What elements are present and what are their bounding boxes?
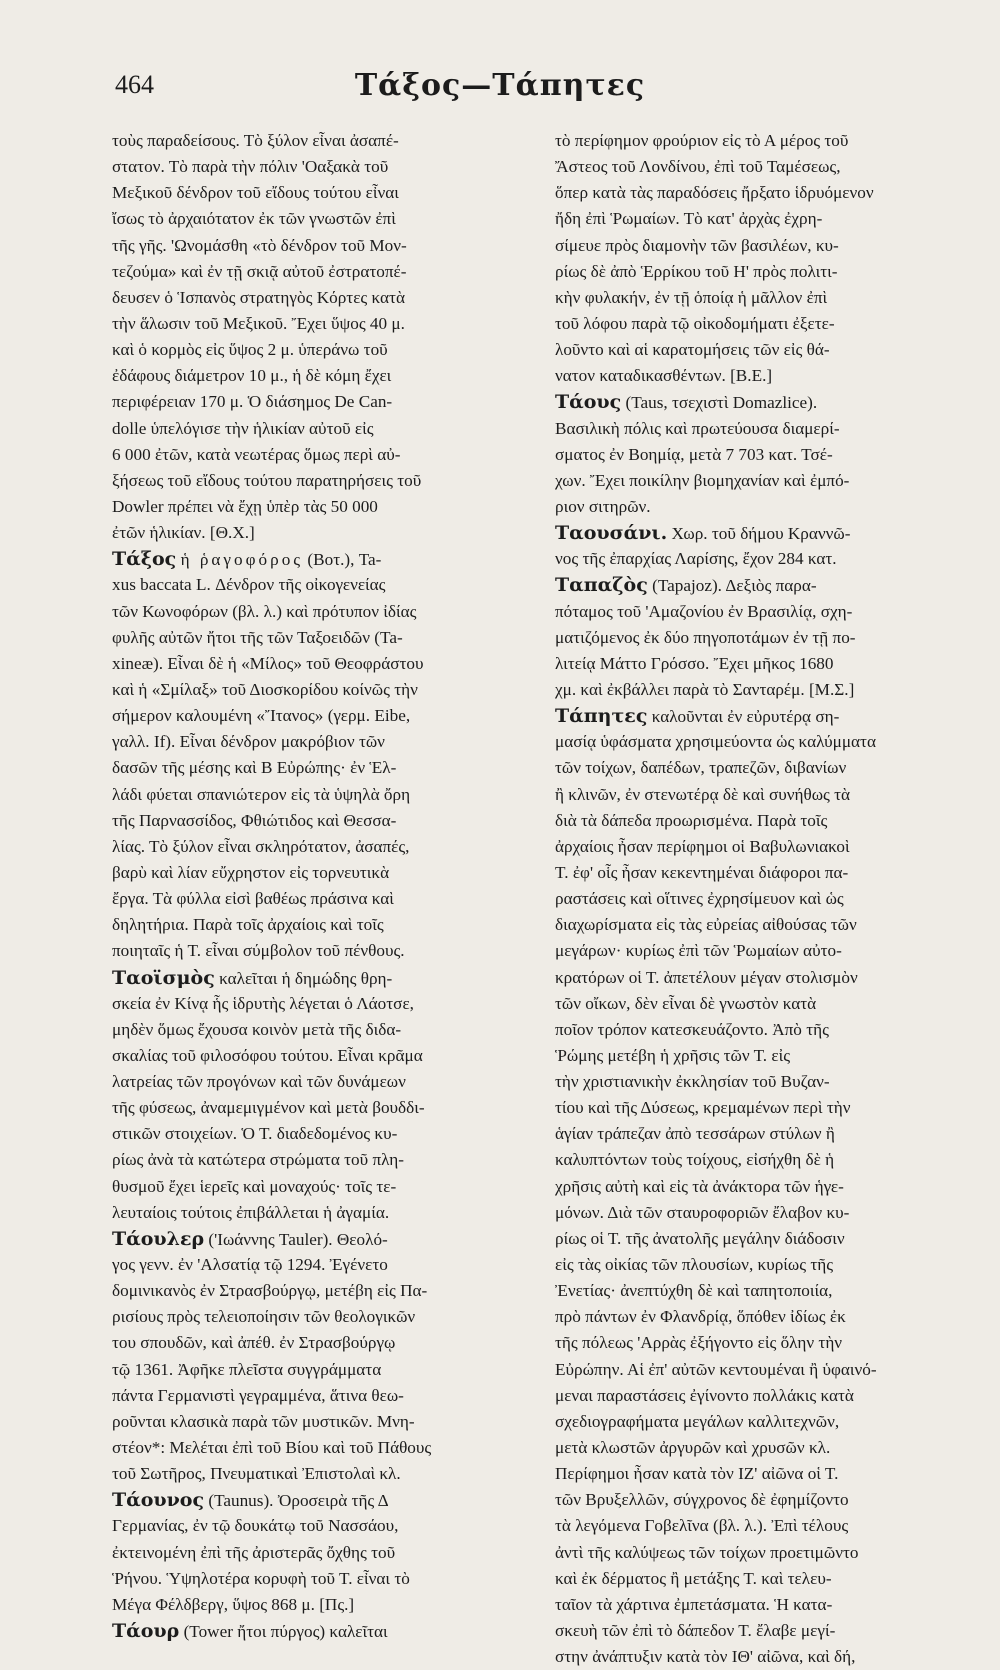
line-text: λευταίοις τούτοις ἐπιβάλλεται ἡ ἀγαμία. xyxy=(112,1202,390,1222)
entry-headword: Τάουρ xyxy=(112,1620,180,1643)
text-line xyxy=(555,1513,959,1539)
entry-headword: Τάξος xyxy=(112,548,177,571)
line-text: τῷ 1361. Ἀφῆκε πλεῖστα συγγράμματα xyxy=(112,1359,382,1379)
text-line xyxy=(112,1409,520,1435)
line-text: κὴν φυλακήν, ἐν τῇ ὁποίᾳ ἡ μᾶλλον ἐπὶ xyxy=(555,287,828,307)
line-text: ξήσεως τοῦ εἴδους τούτου παρατηρήσεις τοῦ xyxy=(112,470,422,490)
line-text: μεγάρων· κυρίως ἐπὶ τῶν Ῥωμαίων αὐτο- xyxy=(555,941,842,961)
text-line xyxy=(112,860,520,886)
text-line xyxy=(555,389,959,415)
line-text: xus baccata L. Δένδρον τῆς οἰκογενείας xyxy=(112,575,386,595)
text-line xyxy=(555,337,959,363)
text-line xyxy=(112,259,520,285)
line-text: τῆς γῆς. 'Ωνομάσθη «τὸ δένδρον τοῦ Μον- xyxy=(112,235,407,255)
text-line xyxy=(555,1330,959,1356)
text-line xyxy=(112,337,520,363)
line-text: Γερμανίας, ἐν τῷ δουκάτῳ τοῦ Νασσάου, xyxy=(112,1516,399,1536)
line-text: ποιηταῖς ἡ Τ. εἶναι σύμβολον τοῦ πένθους. xyxy=(112,941,405,961)
text-line xyxy=(555,1252,959,1278)
line-text: τῆς φύσεως, ἀναμεμιγμένον καὶ μετὰ βουδδι- xyxy=(112,1098,425,1118)
line-text: σκαλίας τοῦ φιλοσόφου τούτου. Εἶναι κρᾶμα xyxy=(112,1045,423,1065)
line-text: τοῦ Σωτῆρος, Πνευματικαὶ Ἐπιστολαὶ κλ. xyxy=(112,1464,401,1484)
line-text: στικῶν στοιχείων. Ὁ Τ. διαδεδομένος κυ- xyxy=(112,1124,398,1144)
line-text: σήμερον καλουμένη «Ἴτανος» (γερμ. Eibe, xyxy=(112,706,411,726)
line-text: Βασιλικὴ πόλις καὶ πρωτεύουσα διαμερί- xyxy=(555,418,840,438)
text-line xyxy=(555,782,959,808)
line-text: τῆς πόλεως 'Αρρὰς ἐξήγοντο εἰς ὅλην τὴν xyxy=(555,1333,843,1353)
text-line xyxy=(112,154,520,180)
line-text: γος γενν. ἐν 'Αλσατίᾳ τῷ 1294. Ἐγένετο xyxy=(112,1255,388,1275)
text-line xyxy=(112,965,520,991)
text-line xyxy=(555,259,959,285)
line-text: φυλῆς αὐτῶν ἤτοι τῆς τῶν Ταξοειδῶν (Ta- xyxy=(112,627,403,647)
text-line xyxy=(112,311,520,337)
line-text: ('Ιωάννης Tauler). Θεολό- xyxy=(208,1229,388,1249)
line-text: τὴν ἅλωσιν τοῦ Μεξικοῦ. Ἔχει ὕψος 40 μ. xyxy=(112,313,405,333)
line-text: Περίφημοι ἦσαν κατὰ τὸν ΙΖ' αἰῶνα οἱ Τ. xyxy=(555,1464,839,1484)
text-line xyxy=(112,1200,520,1226)
line-text: σκεία ἐν Κίνᾳ ἧς ἱδρυτὴς λέγεται ὁ Λάοτσε, xyxy=(112,993,414,1013)
text-line xyxy=(555,520,959,546)
page-header xyxy=(0,70,1000,110)
text-line xyxy=(555,468,959,494)
line-text: ἁγίαν τράπεζαν ἀπὸ τεσσάρων στύλων ἢ xyxy=(555,1124,835,1144)
line-text: τὴν χριστιανικὴν ἐκκλησίαν τοῦ Βυζαν- xyxy=(555,1072,830,1092)
line-text: ἐτῶν ἡλικίαν. [Θ.Χ.] xyxy=(112,523,255,543)
line-text: λοῦντο καὶ αἱ καρατομήσεις τῶν εἰς θά- xyxy=(555,340,830,360)
entry-headword: Ταοϊσμὸς xyxy=(112,966,215,989)
text-line xyxy=(555,1487,959,1513)
line-text: καλοῦνται ἐν εὐρυτέρᾳ ση- xyxy=(651,707,840,727)
text-line xyxy=(555,285,959,311)
text-line xyxy=(112,677,520,703)
text-line xyxy=(112,729,520,755)
line-text: χων. Ἔχει ποικίλην βιομηχανίαν καὶ ἐμπό- xyxy=(555,470,850,490)
text-line xyxy=(555,886,959,912)
line-text: ταῖον τὰ χάρτινα ἐμπετάσματα. Ἡ κατα- xyxy=(555,1594,833,1614)
text-line xyxy=(555,1304,959,1330)
text-line xyxy=(112,886,520,912)
line-text: dolle ὑπελόγισε τὴν ἡλικίαν αὐτοῦ εἰς xyxy=(112,418,374,438)
line-text: (Βοτ.), Ta- xyxy=(307,550,382,570)
text-line xyxy=(112,363,520,389)
text-line xyxy=(112,912,520,938)
text-line xyxy=(112,233,520,259)
text-line xyxy=(555,1069,959,1095)
text-line xyxy=(555,180,959,206)
line-text: λατρείας τῶν προγόνων καὶ τῶν δυνάμεων xyxy=(112,1072,406,1092)
line-text: ματιζόμενος ἐκ δύο πηγοποτάμων ἐν τῇ πο- xyxy=(555,627,856,647)
text-line xyxy=(555,991,959,1017)
line-text: Ῥώμης μετέβη ἡ χρῆσις τῶν Τ. εἰς xyxy=(555,1045,791,1065)
line-text: νος τῆς ἐπαρχίας Λαρίσης, ἔχον 284 κατ. xyxy=(555,549,837,569)
line-text: τῶν Κωνοφόρων (βλ. λ.) καὶ πρότυπον ἰδίας xyxy=(112,601,417,621)
line-text: τὰ λεγόμενα Γοβελῖνα (βλ. λ.). Ἐπὶ τέλους xyxy=(555,1516,849,1536)
text-line xyxy=(112,1147,520,1173)
line-text: καὶ ἡ «Σμίλαξ» τοῦ Διοσκορίδου κοίνῶς τὴν xyxy=(112,679,418,699)
text-line xyxy=(112,1540,520,1566)
line-text: δευσεν ὁ Ἱσπανὸς στρατηγὸς Κόρτες κατὰ xyxy=(112,287,405,307)
text-line xyxy=(112,546,520,572)
line-text: τοὺς παραδείσους. Τὸ ξύλον εἶναι ἀσαπέ- xyxy=(112,131,399,150)
line-text: γαλλ. If). Εἶναι δένδρον μακρόβιον τῶν xyxy=(112,732,385,752)
line-text: στέον*: Μελέται ἐπὶ τοῦ Βίου καὶ τοῦ Πάθους xyxy=(112,1438,432,1458)
text-line xyxy=(555,625,959,651)
line-text: τεζούμα» καὶ ἐν τῇ σκιᾷ αὐτοῦ ἐστρατοπέ- xyxy=(112,261,407,281)
text-line xyxy=(112,442,520,468)
right-column xyxy=(555,128,959,1670)
line-text: Μεξικοῦ δένδρον τοῦ εἴδους τούτου εἶναι xyxy=(112,183,399,203)
text-line xyxy=(555,1592,959,1618)
line-text: σκευὴ τῶν ἐπὶ τὸ δάπεδον Τ. ἔλαβε μεγί- xyxy=(555,1621,836,1641)
text-line xyxy=(555,311,959,337)
text-line xyxy=(555,729,959,755)
text-line xyxy=(555,1278,959,1304)
line-text: μόνων. Διὰ τῶν σταυροφοριῶν ἔλαβον κυ- xyxy=(555,1202,850,1222)
text-line xyxy=(555,1174,959,1200)
text-line xyxy=(555,1409,959,1435)
line-text: στην ἀνάπτυξιν κατὰ τὸν ΙΘ' αἰῶνα, καὶ δή, xyxy=(555,1647,856,1667)
text-line xyxy=(112,1278,520,1304)
text-line xyxy=(112,625,520,651)
text-line xyxy=(555,1226,959,1252)
text-line xyxy=(555,1435,959,1461)
line-text: ρίως ἀνὰ τὰ κατώτερα στρώματα τοῦ πλη- xyxy=(112,1150,405,1170)
text-line xyxy=(555,808,959,834)
line-text: τοῦ λόφου παρὰ τῷ οἰκοδομήματι ἐξετε- xyxy=(555,313,835,333)
text-line xyxy=(555,1383,959,1409)
text-line xyxy=(112,572,520,598)
line-text: καλυπτόντων τοὺς τοίχους, εἰσήχθη δὲ ἡ xyxy=(555,1150,835,1170)
text-line xyxy=(555,860,959,886)
line-text: (Tapajoz). Δεξιὸς παρα- xyxy=(652,576,817,596)
entry-headword: Τάπητες xyxy=(555,705,648,728)
line-text: Ῥήνου. Ὑψηλοτέρα κορυφὴ τοῦ Τ. εἶναι τὸ xyxy=(112,1568,410,1588)
line-text: του σπουδῶν, καὶ ἀπέθ. ἐν Στρασβούργῳ xyxy=(112,1333,396,1353)
text-line xyxy=(112,180,520,206)
text-line xyxy=(112,285,520,311)
text-line xyxy=(112,1252,520,1278)
line-text: δηλητήρια. Παρὰ τοῖς ἀρχαίοις καὶ τοῖς xyxy=(112,915,384,935)
entry-headword: Τάουλερ xyxy=(112,1227,205,1250)
line-text: ἀρχαίοις ἦσαν περίφημοι οἱ Βαβυλωνιακοὶ xyxy=(555,836,850,856)
line-text: λιτείᾳ Μάττο Γρόσσο. Ἔχει μῆκος 1680 xyxy=(555,653,834,673)
line-text: εἰς τὰς οἰκίας τῶν πλουσίων, κυρίως τῆς xyxy=(555,1255,834,1275)
text-line xyxy=(112,1121,520,1147)
line-text: ρίως δὲ ἀπὸ Ἑρρίκου τοῦ Η' πρὸς πολιτι- xyxy=(555,261,838,281)
text-line xyxy=(112,755,520,781)
text-line xyxy=(112,1357,520,1383)
text-line xyxy=(112,599,520,625)
text-line xyxy=(555,128,959,154)
text-line xyxy=(112,1461,520,1487)
line-text: βαρὺ καὶ λίαν εὔχρηστον εἰς τορνευτικὰ xyxy=(112,862,390,882)
line-text: λάδι φύεται σπανιώτερον εἰς τὰ ὑψηλὰ ὄρη xyxy=(112,784,411,804)
text-line xyxy=(112,651,520,677)
line-text: ἢ κλινῶν, ἐν στενωτέρᾳ δὲ καὶ συνήθως τὰ xyxy=(555,784,851,804)
text-line xyxy=(555,154,959,180)
text-line xyxy=(555,206,959,232)
left-column xyxy=(112,128,520,1644)
line-text: (Tower ἤτοι πύργος) καλεῖται xyxy=(183,1622,388,1642)
entry-headword: Τάους xyxy=(555,391,622,414)
text-line xyxy=(112,1513,520,1539)
text-line xyxy=(112,494,520,520)
entry-headword: Ταουσάνι. xyxy=(555,522,668,545)
text-line xyxy=(112,1043,520,1069)
page-number: 464 xyxy=(115,70,154,99)
line-text: (Taus, τσεχιστὶ Domazlice). xyxy=(625,393,818,413)
text-line xyxy=(112,1017,520,1043)
line-text: καὶ ὁ κορμὸς εἰς ὕψος 2 μ. ὑπεράνω τοῦ xyxy=(112,340,388,360)
text-line xyxy=(112,1174,520,1200)
text-line xyxy=(555,572,959,598)
text-line xyxy=(555,1540,959,1566)
line-text: σίμευε πρὸς διαμονὴν τῶν βασιλέων, κυ- xyxy=(555,235,839,255)
line-text: πάντα Γερμανιστὶ γεγραμμένα, ἅτινα θεω- xyxy=(112,1385,404,1405)
line-text: σματος ἐν Βοημίᾳ, μετὰ 7 703 κατ. Τσέ- xyxy=(555,444,833,464)
line-text: τῆς Παρνασσίδος, Φθιώτιδος καὶ Θεσσα- xyxy=(112,810,397,830)
text-line xyxy=(112,808,520,834)
line-text: καλεῖται ἡ δημώδης θρη- xyxy=(219,968,393,988)
line-text: ἐκτεινομένη ἐπὶ τῆς ἀριστερᾶς ὄχθης τοῦ xyxy=(112,1542,396,1562)
line-text: διαχωρίσματα εἰς τὰς εὐρείας αἰθούσας τῶν xyxy=(555,915,857,935)
text-line xyxy=(112,1592,520,1618)
text-line xyxy=(112,1095,520,1121)
entry-headword: Τάουνος xyxy=(112,1489,205,1512)
text-line xyxy=(112,206,520,232)
line-text: χμ. καὶ ἐκβάλλει παρὰ τὸ Σανταρέμ. [Μ.Σ.] xyxy=(555,679,855,699)
line-text: σχεδιογραφήματα μεγάλων καλλιτεχνῶν, xyxy=(555,1411,840,1431)
text-line xyxy=(555,755,959,781)
text-line xyxy=(112,1487,520,1513)
text-line xyxy=(555,1121,959,1147)
line-text: μετὰ κλωστῶν ἀργυρῶν καὶ χρυσῶν κλ. xyxy=(555,1438,831,1458)
text-line xyxy=(555,1043,959,1069)
text-line xyxy=(555,1566,959,1592)
text-line xyxy=(112,128,520,154)
text-line xyxy=(555,233,959,259)
text-line xyxy=(555,834,959,860)
line-text: διὰ τὰ δάπεδα προωρισμένα. Παρὰ τοῖς xyxy=(555,810,828,830)
line-text: ροῦνται κλασικὰ παρὰ τῶν μυστικῶν. Μνη- xyxy=(112,1411,415,1431)
line-text: περιφέρειαν 170 μ. Ὁ διάσημος De Can- xyxy=(112,392,393,412)
line-text: Ἐνετίας· ἀνεπτύχθη δὲ καὶ ταπητοποιία, xyxy=(555,1281,833,1301)
line-text: Τ. ἐφ' οἷς ἦσαν κεκεντημέναι διάφοροι πα- xyxy=(555,862,849,882)
text-line xyxy=(112,782,520,808)
text-line xyxy=(555,651,959,677)
text-line xyxy=(112,520,520,546)
text-line xyxy=(112,389,520,415)
line-text: ρίως οἱ Τ. τῆς ἀνατολῆς μεγάλην διάδοσιν xyxy=(555,1228,845,1248)
line-text: λίας. Τὸ ξύλον εἶναι σκληρότατον, ἀσαπές, xyxy=(112,836,410,856)
text-line xyxy=(555,599,959,625)
line-text: στατον. Τὸ παρὰ τὴν πόλιν 'Οαξακὰ τοῦ xyxy=(112,157,389,177)
text-line xyxy=(555,912,959,938)
text-line xyxy=(555,677,959,703)
text-line xyxy=(555,1461,959,1487)
line-text: (Taunus). Ὀροσειρὰ τῆς Δ xyxy=(208,1491,389,1511)
line-text: ἴσως τὸ ἀρχαιότατον ἐκ τῶν γνωστῶν ἐπὶ xyxy=(112,209,396,229)
line-text: ραστάσεις καὶ οἵτινες ἐχρησίμευον καὶ ὡς xyxy=(555,889,844,909)
text-line xyxy=(555,1644,959,1670)
text-line xyxy=(112,1304,520,1330)
line-text: ριον σιτηρῶν. xyxy=(555,496,651,516)
line-text: τίου καὶ τῆς Δύσεως, κρεμαμένων περὶ τὴν xyxy=(555,1098,851,1118)
text-line xyxy=(555,938,959,964)
text-line xyxy=(555,1200,959,1226)
text-line xyxy=(112,938,520,964)
entry-subtitle: ἡ ῥαγοφόρος xyxy=(180,550,304,570)
line-text: ρισίους πρὸς τελειοποίησιν τῶν θεολογικῶν xyxy=(112,1307,416,1327)
text-line xyxy=(555,416,959,442)
line-text: πόταμος τοῦ 'Αμαζονίου ἐν Βρασιλίᾳ, σχη- xyxy=(555,601,853,621)
text-line xyxy=(555,965,959,991)
line-text: μασίᾳ ὑφάσματα χρησιμεύοντα ὡς καλύμματα xyxy=(555,732,876,752)
text-line xyxy=(112,468,520,494)
line-text: Μέγα Φέλδβεργ, ὕψος 868 μ. [Πς.] xyxy=(112,1594,355,1614)
line-text: καὶ ἐκ δέρματος ἢ μετάξης Τ. καὶ τελευ- xyxy=(555,1568,832,1588)
line-text: τῶν οἴκων, δὲν εἶναι δὲ γνωστὸν κατὰ xyxy=(555,993,817,1013)
text-line xyxy=(555,703,959,729)
line-text: μεναι παραστάσεις ἐγίνοντο πολλάκις κατὰ xyxy=(555,1385,854,1405)
text-line xyxy=(112,416,520,442)
text-line xyxy=(555,1095,959,1121)
line-text: δομινικανὸς ἐν Στρασβούργῳ, μετέβη εἰς Πα- xyxy=(112,1281,428,1301)
line-text: Εὐρώπην. Αἱ ἐπ' αὐτῶν κεντουμέναι ἢ ὑφαινό- xyxy=(555,1359,877,1379)
line-text: πρὸ πάντων ἐν Φλανδρίᾳ, ὅπόθεν ἰδίως ἐκ xyxy=(555,1307,846,1327)
text-line xyxy=(555,1618,959,1644)
line-text: τῶν τοίχων, δαπέδων, τραπεζῶν, διβανίων xyxy=(555,758,847,778)
text-line xyxy=(555,1357,959,1383)
text-line xyxy=(112,1435,520,1461)
text-line xyxy=(112,1069,520,1095)
line-text: δασῶν τῆς μέσης καὶ Β Εὐρώπης· ἐν Ἑλ- xyxy=(112,758,397,778)
line-text: τὸ περίφημον φρούριον εἰς τὸ Α μέρος τοῦ xyxy=(555,131,849,150)
text-line xyxy=(112,1383,520,1409)
line-text: ἤδη ἐπὶ Ῥωμαίων. Τὸ κατ' ἀρχὰς ἐχρη- xyxy=(555,209,823,229)
text-line xyxy=(112,1330,520,1356)
line-text: ποῖον τρόπον κατεσκευάζοντο. Ἀπὸ τῆς xyxy=(555,1019,829,1039)
text-line xyxy=(112,834,520,860)
text-line xyxy=(112,1226,520,1252)
text-line xyxy=(555,1017,959,1043)
text-line xyxy=(555,442,959,468)
line-text: θυσμοῦ ἔχει ἱερεῖς καὶ μοναχούς· τοῖς τε- xyxy=(112,1176,397,1196)
line-text: ὅπερ κατὰ τὰς παραδόσεις ἤρξατο ἱδρυόμενον xyxy=(555,183,874,203)
line-text: τῶν Βρυξελλῶν, σύγχρονος δὲ ἐφημίζοντο xyxy=(555,1490,849,1510)
running-title: Τάξος—Τάπητες xyxy=(354,68,646,103)
text-line xyxy=(555,363,959,389)
line-text: Dowler πρέπει νὰ ἔχῃ ὑπὲρ τὰς 50 000 xyxy=(112,496,378,516)
text-line xyxy=(112,991,520,1017)
line-text: μηδὲν ὅμως ἔχουσα κοινὸν μετὰ τῆς διδα- xyxy=(112,1019,402,1039)
entry-headword: Ταπαζὸς xyxy=(555,574,648,597)
line-text: κρατόρων οἱ Τ. ἀπετέλουν μέγαν στολισμὸν xyxy=(555,967,858,987)
line-text: ἀντὶ τῆς καλύψεως τῶν τοίχων προετιμῶντο xyxy=(555,1542,859,1562)
text-line xyxy=(112,1618,520,1644)
line-text: ἐδάφους διάμετρον 10 μ., ἡ δὲ κόμη ἔχει xyxy=(112,366,392,386)
text-line xyxy=(555,1147,959,1173)
line-text: Ἄστεος τοῦ Λονδίνου, ἐπὶ τοῦ Ταμέσεως, xyxy=(555,157,841,177)
line-text: 6 000 ἐτῶν, κατὰ νεωτέρας ὅμως περὶ αὐ- xyxy=(112,444,401,464)
line-text: χρῆσις αὐτὴ καὶ εἰς τὰ ἀνάκτορα τῶν ἡγε- xyxy=(555,1176,844,1196)
text-line xyxy=(555,546,959,572)
line-text: ἔργα. Τὰ φύλλα εἰσὶ βαθέως πράσινα καὶ xyxy=(112,889,394,909)
line-text: xineæ). Εἶναι δὲ ἡ «Μίλος» τοῦ Θεοφράστου xyxy=(112,653,424,673)
text-line xyxy=(555,494,959,520)
text-line xyxy=(112,703,520,729)
text-line xyxy=(112,1566,520,1592)
line-text: Χωρ. τοῦ δήμου Κραννῶ- xyxy=(671,524,851,544)
line-text: νατον καταδικασθέντων. [Β.Ε.] xyxy=(555,366,773,386)
